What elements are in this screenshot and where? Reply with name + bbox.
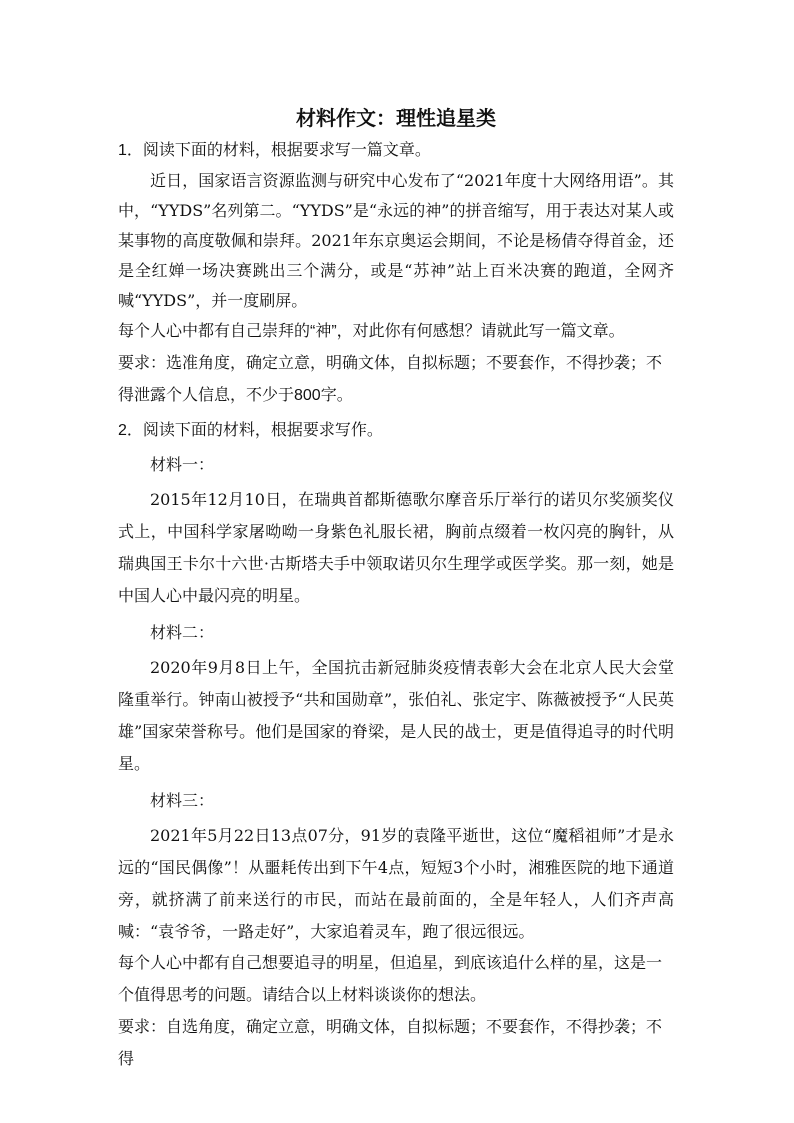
document-content [118,100,674,1076]
material-1-text: 2015年12月10日，在瑞典首都斯德歌尔摩音乐厅举行的诺贝尔奖颁奖仪式上，中国科学家屠呦呦一身紫色礼服长裙，胸前点缀着一枚闪亮的胸针，从瑞典国王卡尔十六世·古斯塔夫手中领取诺贝尔生理学或医学奖。那一刻，她是中国人心中最闪亮的明星。 [118,490,674,605]
question-2-prompt: 每个人心中都有自己想要追寻的明星，但追星，到底该追什么样的星，这是一个值得思考的问题。请结合以上材料谈谈你的想法。 [118,955,663,1004]
question-1-requirements: 要求：选准角度，确定立意，明确文体，自拟标题；不要套作，不得抄袭；不得泄露个人信息，不少于800字。 [118,355,663,404]
document-title: 材料作文：理性追星类 [296,106,496,130]
question-2-requirements: 要求：自选角度，确定立意，明确文体，自拟标题；不要套作，不得抄袭；不得 [118,1019,663,1068]
question-1-heading: 1．阅读下面的材料，根据要求写一篇文章。 [118,142,431,159]
question-1-prompt: 每个人心中都有自己崇拜的“神”，对此你有何感想？请就此写一篇文章。 [118,323,625,340]
question-2-heading: 2．阅读下面的材料，根据要求写作。 [118,422,383,439]
material-1-label: 材料一： [150,455,215,474]
material-2-text: 2020年9月8日上午，全国抗击新冠肺炎疫情表彰大会在北京人民大会堂隆重举行。钟南山被授予“共和国勋章”，张伯礼、张定宇、陈薇被授予“人民英雄”国家荣誉称号。他们是国家的脊梁，是人民的战士，更是值得追寻的时代明星。 [118,658,674,773]
question-1-material: 近日，国家语言资源监测与研究中心发布了“2021年度十大网络用语”。其中，“YYDS”名列第二。“YYDS”是“永远的神”的拼音缩写，用于表达对某人或某事物的高度敬佩和崇拜。2021年东京奥运会期间，不论是杨倩夺得首金，还是全红婵一场决赛跳出三个满分，或是“苏神”站上百米决赛的跑道，全网齐喊“YYDS”，并一度刷屏。 [118,171,674,310]
material-3-text: 2021年5月22日13点07分，91岁的袁隆平逝世，这位“魔稻祖师”才是永远的“国民偶像”！从噩耗传出到下午4点，短短3个小时，湘雅医院的地下通道旁，就挤满了前来送行的市民，而站在最前面的，全是年轻人，人们齐声高喊：“袁爷爷，一路走好”，大家追着灵车，跑了很远很远。 [118,826,674,941]
material-2-label: 材料二： [150,623,215,642]
material-3-label: 材料三： [150,791,215,810]
